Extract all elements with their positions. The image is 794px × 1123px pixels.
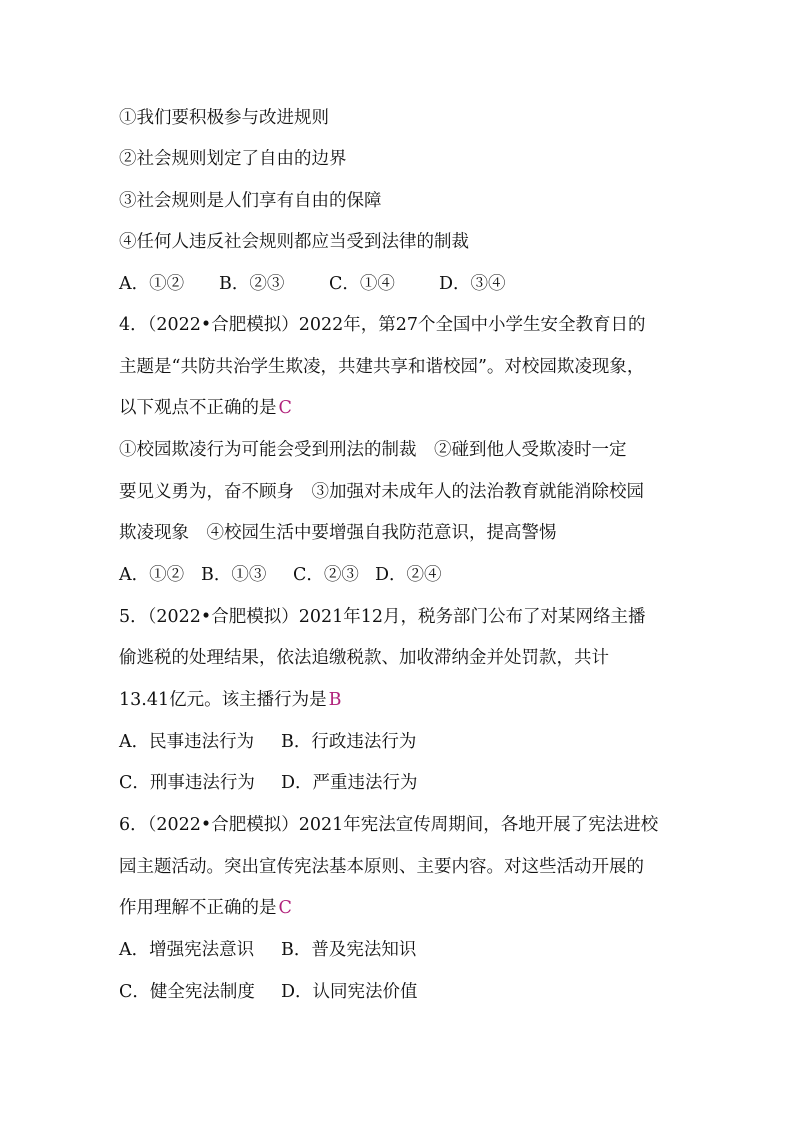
- q4-options: [119, 563, 694, 587]
- statement-2: ②社会规则划定了自由的边界: [119, 149, 347, 169]
- q5-stem-text: 13.41亿元。该主播行为是: [119, 690, 327, 710]
- option-c: C．②③: [293, 565, 359, 585]
- option-c: C．刑事违法行为: [119, 773, 255, 793]
- option-d: D．严重违法行为: [281, 773, 418, 793]
- q4-stem-text: 以下观点不正确的是: [119, 398, 277, 418]
- q5-answer: B: [328, 690, 342, 710]
- q4-stem-line-1: 4．（2022•合肥模拟）2022年，第27个全国中小学生安全教育日的: [119, 315, 646, 335]
- q4-answer: C: [278, 398, 292, 418]
- statement-4: ④任何人违反社会规则都应当受到法律的制裁: [119, 232, 469, 252]
- q4-statements-line-3: 欺凌现象 ④校园生活中要增强自我防范意识，提高警惕: [119, 523, 557, 543]
- q6-options-row-1: [119, 938, 694, 962]
- q4-stem-line-2: 主题是“共防共治学生欺凌，共建共享和谐校园”。对校园欺凌现象，: [119, 357, 645, 377]
- q5-stem-line-2: 偷逃税的处理结果，依法追缴税款、加收滞纳金并处罚款，共计: [119, 648, 609, 668]
- option-d: D．②④: [375, 565, 442, 585]
- q5-stem-line-1: 5．（2022•合肥模拟）2021年12月，税务部门公布了对某网络主播: [119, 607, 646, 627]
- option-a: A．①②: [119, 565, 185, 585]
- option-a: A．①②: [119, 274, 185, 294]
- option-d: D．③④: [439, 274, 506, 294]
- option-b: B．行政违法行为: [281, 732, 417, 752]
- prev-options: [119, 272, 694, 296]
- statement-1: ①我们要积极参与改进规则: [119, 108, 329, 128]
- q6-stem-text: 作用理解不正确的是: [119, 898, 277, 918]
- q6-options-row-2: [119, 980, 694, 1004]
- q5-stem-line-3: [119, 688, 694, 712]
- statement-3: ③社会规则是人们享有自由的保障: [119, 191, 382, 211]
- option-d: D．认同宪法价值: [281, 982, 418, 1002]
- q5-options-row-1: [119, 730, 694, 754]
- q4-stem-line-3: [119, 396, 694, 420]
- q6-stem-line-1: 6．（2022•合肥模拟）2021年宪法宣传周期间，各地开展了宪法进校: [119, 815, 659, 835]
- q5-options-row-2: [119, 771, 694, 795]
- q6-stem-line-2: 园主题活动。突出宣传宪法基本原则、主要内容。对这些活动开展的: [119, 857, 644, 877]
- option-a: A．民事违法行为: [119, 732, 255, 752]
- option-b: B．普及宪法知识: [281, 940, 417, 960]
- q4-statements-line-1: ①校园欺凌行为可能会受到刑法的制裁 ②碰到他人受欺凌时一定: [119, 440, 627, 460]
- option-c: C．①④: [329, 274, 395, 294]
- q4-statements-line-2: 要见义勇为，奋不顾身 ③加强对未成年人的法治教育就能消除校园: [119, 482, 644, 502]
- q6-stem-line-3: [119, 896, 694, 920]
- option-c: C．健全宪法制度: [119, 982, 255, 1002]
- option-b: B．①③: [201, 565, 267, 585]
- option-b: B．②③: [219, 274, 285, 294]
- option-a: A．增强宪法意识: [119, 940, 255, 960]
- q6-answer: C: [278, 898, 292, 918]
